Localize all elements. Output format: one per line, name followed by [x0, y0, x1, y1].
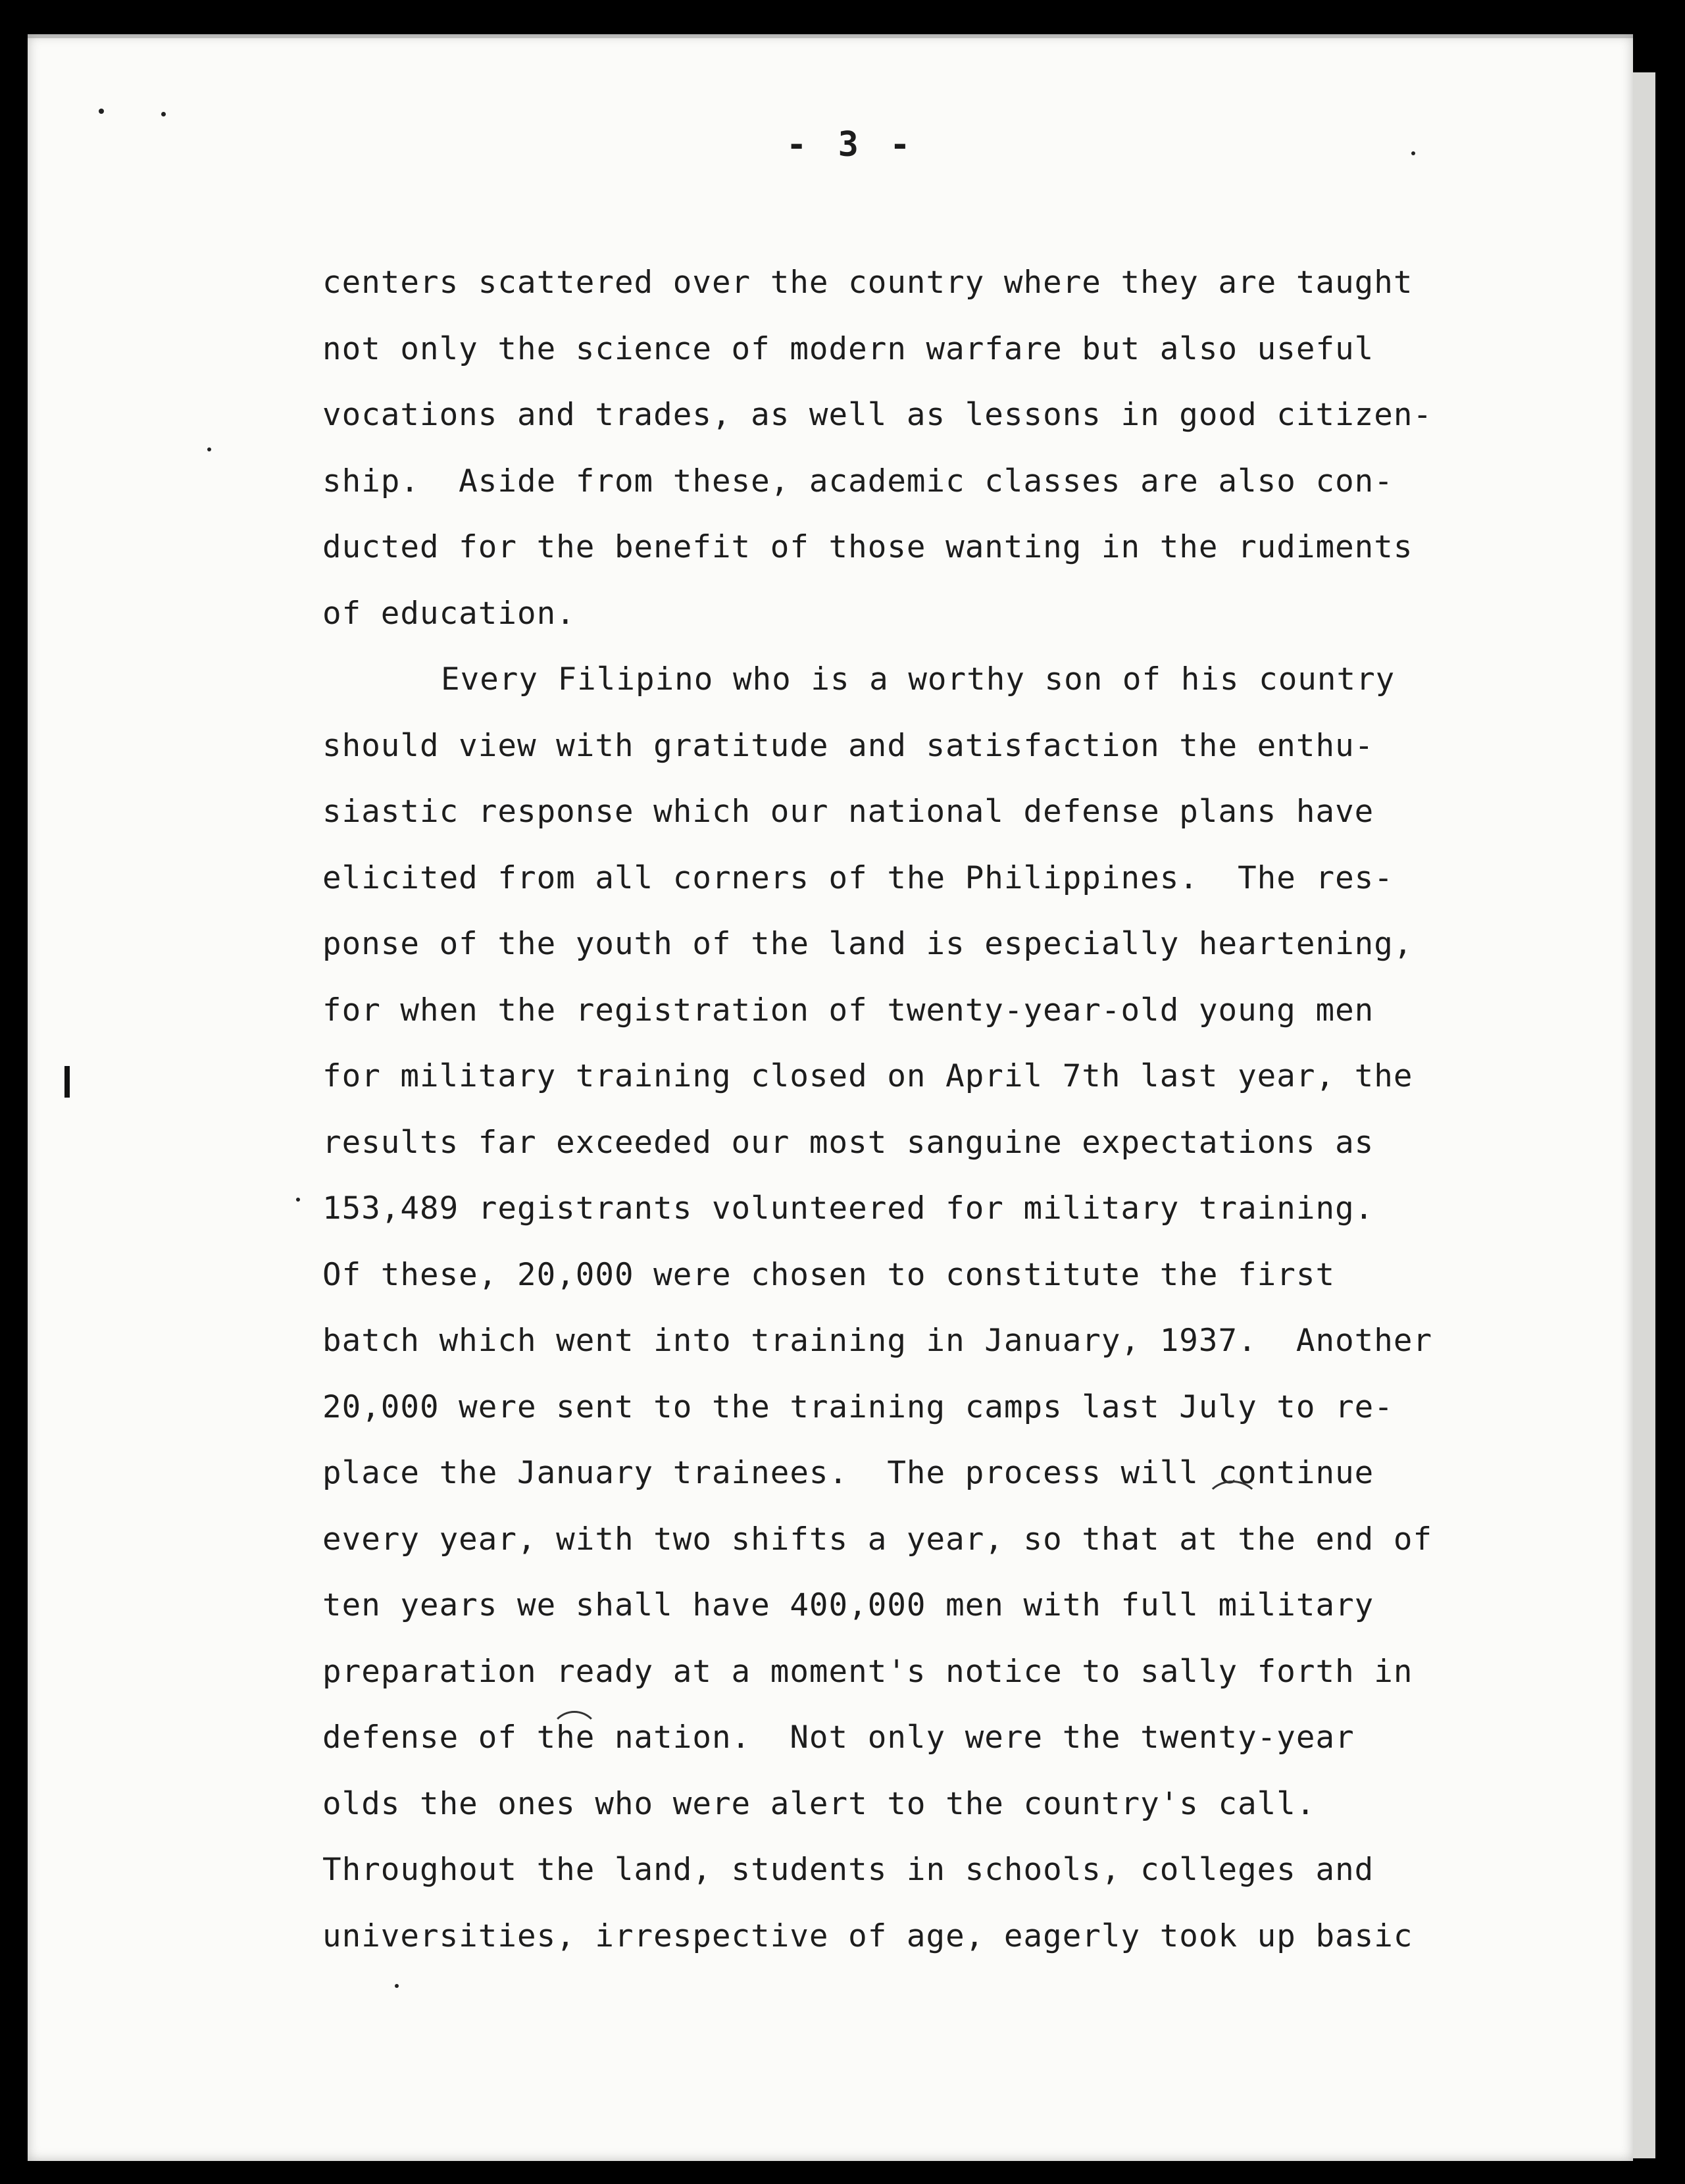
text-line: of education. [322, 595, 576, 632]
text-line: ducted for the benefit of those wanting in the rudiments [322, 529, 1413, 565]
dust-speck [1411, 151, 1415, 155]
text-line: Throughout the land, students in schools, colleges and [322, 1852, 1374, 1888]
paragraph-first-line: Every Filipino who is a worthy son of his country [441, 661, 1396, 698]
text-line: centers scattered over the country where they are taught [322, 265, 1413, 301]
margin-mark [64, 1066, 70, 1098]
text-line: for when the registration of twenty-year-old young men [322, 992, 1374, 1029]
text-line: ship. Aside from these, academic classes are also con- [322, 463, 1394, 499]
text-line: 153,489 registrants volunteered for military training. [322, 1190, 1374, 1227]
paper-top-edge [28, 34, 1633, 38]
text-line: elicited from all corners of the Philippines. The res- [322, 859, 1394, 896]
text-line: every year, with two shifts a year, so that at the end of [322, 1521, 1433, 1558]
text-line: siastic response which our national defense plans have [322, 794, 1374, 830]
dust-speck [296, 1198, 300, 1202]
page-number: - 3 - [786, 125, 916, 165]
paper-right-edge [1633, 72, 1655, 2158]
text-line: ten years we shall have 400,000 men with full military [322, 1587, 1374, 1623]
text-line: results far exceeded our most sanguine expectations as [322, 1124, 1374, 1161]
text-line: place the January trainees. The process will continue [322, 1455, 1374, 1491]
text-line: should view with gratitude and satisfaction the enthu- [322, 727, 1374, 764]
text-line: universities, irrespective of age, eagerly took up basic [322, 1917, 1413, 1954]
dust-speck [161, 112, 166, 116]
dust-speck [99, 109, 104, 114]
text-line: vocations and trades, as well as lessons in good citizen- [322, 397, 1433, 433]
text-line: Of these, 20,000 were chosen to constitute the first [322, 1256, 1336, 1293]
text-line: ponse of the youth of the land is especially heartening, [322, 926, 1413, 962]
dust-speck [395, 1984, 399, 1988]
pencil-annotation [1204, 1481, 1261, 1531]
text-line: preparation ready at a moment's notice to sally forth in [322, 1653, 1413, 1690]
text-line: 20,000 were sent to the training camps last July to re- [322, 1388, 1394, 1425]
dust-speck [207, 447, 211, 451]
text-line: not only the science of modern warfare but also useful [322, 330, 1374, 367]
typewritten-body [322, 250, 1546, 1969]
text-line: defense of the nation. Not only were the twenty-year [322, 1719, 1355, 1756]
text-line: olds the ones who were alert to the country's call. [322, 1785, 1316, 1822]
pencil-annotation [549, 1711, 599, 1761]
text-line: for military training closed on April 7th last year, the [322, 1058, 1413, 1094]
text-line: batch which went into training in January, 1937. Another [322, 1323, 1433, 1359]
